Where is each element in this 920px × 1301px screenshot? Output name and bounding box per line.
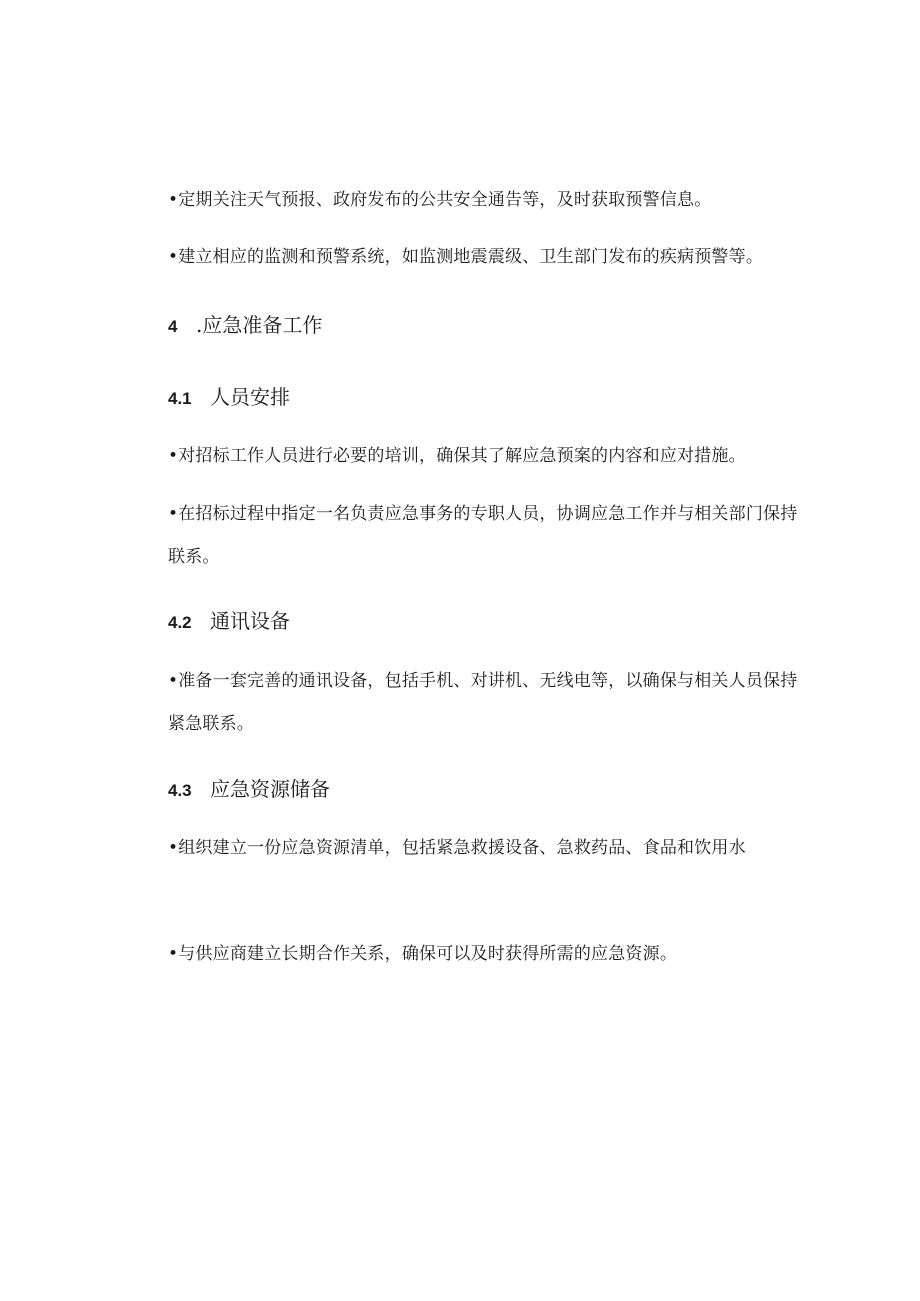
- section-title: 通讯设备: [210, 609, 290, 633]
- continuation-line: 联系。: [168, 547, 220, 567]
- section-title: 应急资源储备: [210, 777, 330, 801]
- section-number: 4.2: [168, 613, 192, 632]
- continuation-line: 紧急联系。: [168, 714, 254, 734]
- bullet-line: •准备一套完善的通讯设备，包括手机、对讲机、无线电等，以确保与相关人员保持: [168, 671, 798, 691]
- bullet-line: •组织建立一份应急资源清单，包括紧急救援设备、急救药品、食品和饮用水: [168, 838, 746, 858]
- bullet-line: •在招标过程中指定一名负责应急事务的专职人员，协调应急工作并与相关部门保持: [168, 504, 798, 524]
- bullet-line: •对招标工作人员进行必要的培训，确保其了解应急预案的内容和应对措施。: [168, 446, 746, 466]
- section-heading-4-1: [168, 384, 290, 412]
- bullet-line: •与供应商建立长期合作关系，确保可以及时获得所需的应急资源。: [168, 944, 678, 964]
- section-number: 4: [168, 317, 178, 336]
- section-heading-4: [168, 312, 322, 340]
- section-number: 4.1: [168, 389, 192, 408]
- section-number: 4.3: [168, 781, 192, 800]
- bullet-line: •建立相应的监测和预警系统，如监测地震震级、卫生部门发布的疾病预警等。: [168, 247, 764, 267]
- section-title: .应急准备工作: [196, 313, 323, 337]
- section-heading-4-2: [168, 608, 290, 636]
- bullet-line: •定期关注天气预报、政府发布的公共安全通告等，及时获取预警信息。: [168, 190, 712, 210]
- section-title: 人员安排: [210, 385, 290, 409]
- section-heading-4-3: [168, 776, 330, 804]
